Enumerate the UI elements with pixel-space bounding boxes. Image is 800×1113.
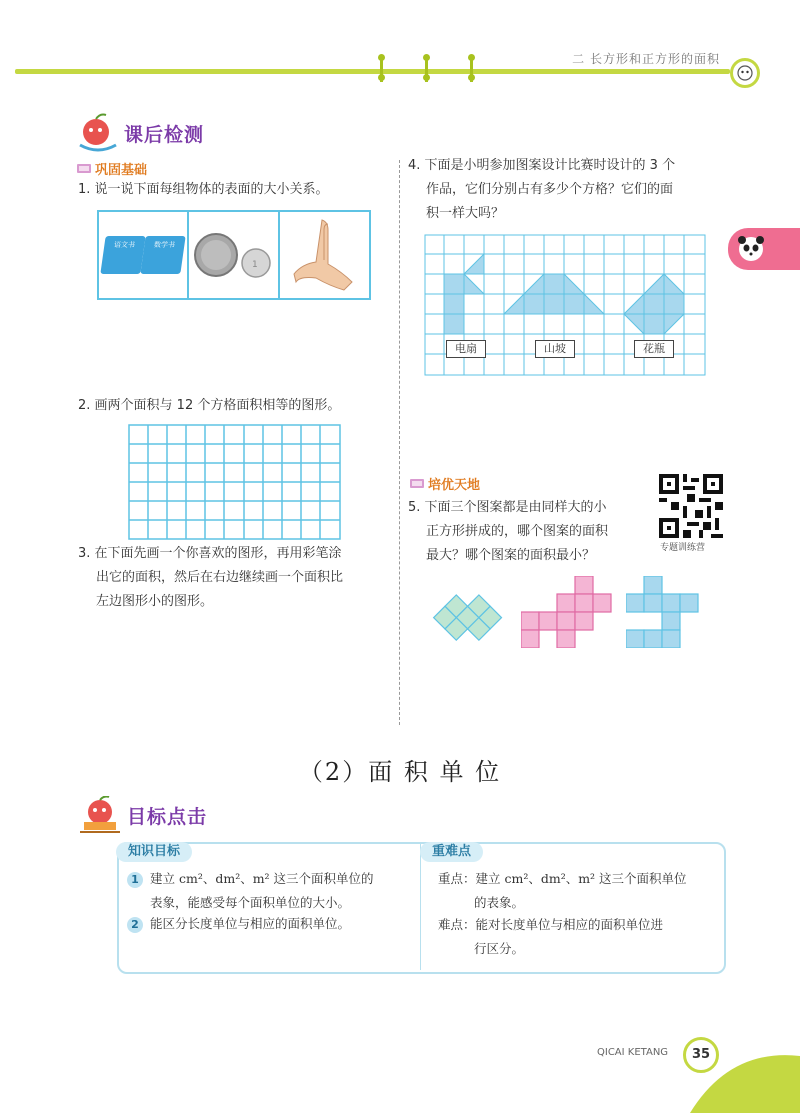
- goal-line: 表象，能感受每个面积单位的大小。: [150, 895, 351, 910]
- question-5: [408, 496, 608, 568]
- chapter-title: 二 长方形和正方形的面积: [572, 52, 720, 66]
- footer-brand: QICAI KETANG: [597, 1047, 669, 1058]
- qr-caption: 专题训练营: [660, 543, 706, 553]
- knowledge-goal-tag: 知识目标: [116, 842, 192, 862]
- qr-code-icon[interactable]: [659, 474, 723, 538]
- q2-grid: [128, 424, 341, 540]
- apple-mascot-icon: [76, 112, 120, 152]
- lesson-heading: （2）面 积 单 位: [298, 758, 502, 786]
- header-pin: [378, 54, 385, 82]
- goal-line: 能区分长度单位与相应的面积单位。: [150, 916, 351, 931]
- frame-divider: [187, 210, 189, 298]
- book-icon: [410, 478, 424, 489]
- key-point: [438, 867, 687, 915]
- question-3-line: 3. 在下面先画一个你喜欢的图形，再用彩笔涂: [78, 546, 342, 561]
- subsection-label: 巩固基础: [95, 163, 148, 178]
- pattern-label-fan: 电扇: [446, 340, 486, 358]
- pattern-label-vase: 花瓶: [634, 340, 674, 358]
- panda-icon: [735, 232, 767, 264]
- header-pin: [423, 54, 430, 82]
- question-3-line: 出它的面积，然后在右边继续画一个面积比: [96, 570, 344, 585]
- subsection-label: 培优天地: [428, 478, 481, 493]
- key-point-line: 的表象。: [474, 895, 525, 910]
- section-title: 目标点击: [127, 806, 208, 828]
- goal-number: 1: [127, 872, 143, 888]
- question-3: [78, 542, 343, 614]
- goal-number: 2: [127, 917, 143, 933]
- q5-pattern-b: [521, 576, 613, 648]
- goal-item: [150, 867, 374, 915]
- question-4-line: 4. 下面是小明参加图案设计比赛时设计的 3 个: [408, 158, 676, 173]
- chinese-book-icon: [100, 236, 145, 274]
- header-pin: [468, 54, 475, 82]
- question-3-line: 左边图形小的图形。: [96, 594, 214, 609]
- key-points-tag: 重难点: [420, 842, 483, 862]
- svg-text:1: 1: [252, 260, 258, 270]
- question-5-line: 正方形拼成的，哪个图案的面积: [426, 524, 609, 539]
- question-4-line: 积一样大吗？: [426, 206, 505, 221]
- page-number: 35: [683, 1037, 719, 1073]
- question-2: 2. 画两个面积与 12 个方格面积相等的图形。: [78, 398, 341, 413]
- math-book-icon: [140, 236, 185, 274]
- q5-pattern-a: [428, 588, 510, 650]
- book-icon: [77, 163, 91, 174]
- question-5-line: 5. 下面三个图案都是由同样大的小: [408, 500, 607, 515]
- section-title: 课后检测: [124, 124, 205, 146]
- column-divider: [399, 160, 400, 725]
- hands-icon: [292, 216, 358, 292]
- question-5-line: 最大？哪个图案的面积最小？: [426, 548, 596, 563]
- question-4: [408, 154, 675, 226]
- book-title: 语文书: [113, 241, 136, 249]
- book-title: 数学书: [153, 241, 176, 249]
- mascot-icon: [730, 58, 760, 88]
- frame-divider: [278, 210, 280, 298]
- difficult-point-line: 行区分。: [474, 941, 525, 956]
- goal-line: 建立 cm²、dm²、m² 这三个面积单位的: [150, 871, 374, 886]
- question-4-line: 作品，它们分别占有多少个方格？它们的面: [426, 182, 674, 197]
- objectives-divider: [420, 844, 421, 970]
- key-point-line: 重点：建立 cm²、dm²、m² 这三个面积单位: [438, 871, 687, 886]
- header-bar: [15, 69, 730, 74]
- coins-icon: [192, 228, 276, 286]
- question-1: 1. 说一说下面每组物体的表面的大小关系。: [78, 182, 329, 197]
- difficult-point-line: 难点：能对长度单位与相应的面积单位进: [438, 917, 664, 932]
- apple-mascot-reading-icon: [76, 796, 124, 834]
- difficult-point: [438, 913, 663, 961]
- pattern-label-hill: 山坡: [535, 340, 575, 358]
- q5-pattern-c: [626, 576, 702, 648]
- goal-item: [150, 912, 350, 936]
